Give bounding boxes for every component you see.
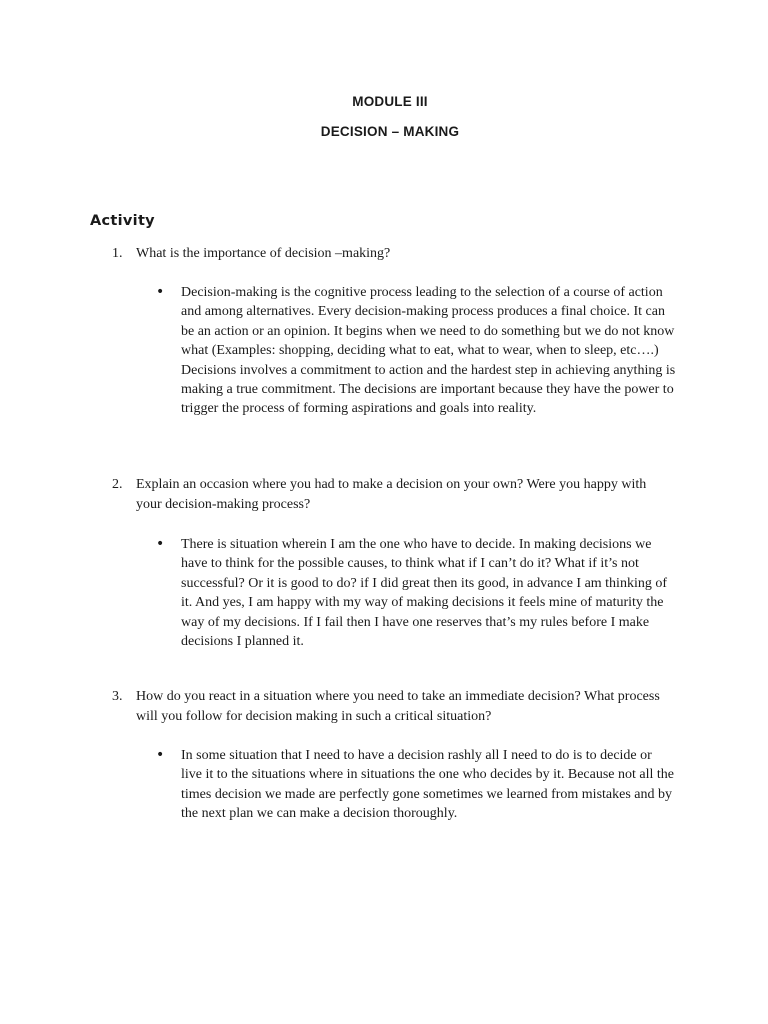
topic-title: DECISION – MAKING <box>320 124 460 139</box>
question-2 <box>112 475 672 514</box>
answer-2 <box>156 535 676 651</box>
question-number: 1. <box>112 246 123 261</box>
answer-text: There is situation wherein I am the one who have to decide. In making decisions we have to think for the possible causes, to think what if I can’t do it? What if it’s not successful? Or it is good to do? if I did great then its good, in advance I am thinking of it. And yes, I am happy with my way of making decisions it feels mine of maturity the way of my decisions. If I fail then I have one reserves that’s my rules before I make decisions I planned it. <box>181 537 668 650</box>
section-heading: Activity <box>90 213 155 229</box>
question-1 <box>112 244 672 264</box>
question-text: Explain an occasion where you had to make a decision on your own? Were you happy with your decision-making process? <box>136 477 647 512</box>
module-title: MODULE III <box>352 94 428 109</box>
answer-3 <box>156 746 676 824</box>
question-number: 3. <box>112 689 123 704</box>
bullet-icon: • <box>156 284 165 300</box>
answer-1 <box>156 283 676 419</box>
bullet-icon: • <box>156 747 165 763</box>
question-text: How do you react in a situation where you need to take an immediate decision? What process will you follow for decision making in such a critical situation? <box>136 689 660 724</box>
answer-text: In some situation that I need to have a decision rashly all I need to do is to decide or live it to the situations where in situations the one who decides by it. Because not all the times decision we made are perfectly gone sometimes we learned from mistakes and by the next plan we can make a decision thoroughly. <box>181 748 675 822</box>
answer-text: Decision-making is the cognitive process leading to the selection of a course of action and among alternatives. Every decision-making process produces a final choice. It can be an action or an opinion. It begins when we need to do something but we do not know what (Examples: shopping, deciding what to eat, what to wear, when to sleep, etc….) Decisions involves a commitment to action and the hardest step in achieving anything is making a true commitment. The decisions are important because they have the power to trigger the process of forming aspirations and goals into reality. <box>181 285 676 417</box>
bullet-icon: • <box>156 536 165 552</box>
question-text: What is the importance of decision –making? <box>136 246 391 261</box>
question-3 <box>112 687 672 726</box>
question-number: 2. <box>112 477 123 492</box>
